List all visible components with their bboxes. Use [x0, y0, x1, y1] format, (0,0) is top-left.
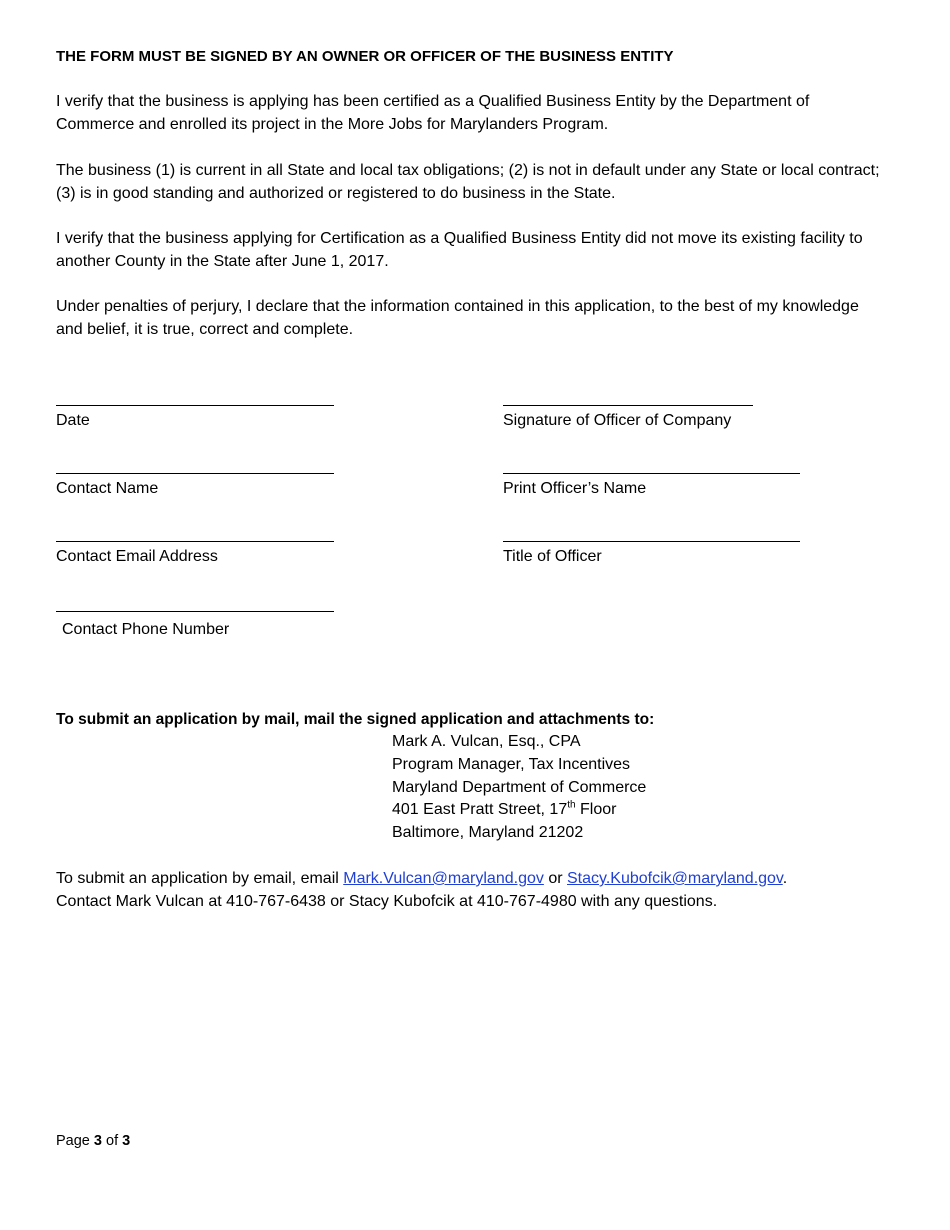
email-suffix: . — [782, 870, 788, 887]
mark-vulcan-email-link[interactable]: Mark.Vulcan@maryland.gov — [343, 870, 544, 887]
current-page: 3 — [93, 1133, 102, 1149]
officer-title-line[interactable] — [503, 541, 800, 542]
contact-name-label: Contact Name — [56, 480, 159, 497]
officer-title-label: Title of Officer — [503, 548, 602, 565]
email-middle: or — [543, 870, 567, 887]
mailing-address — [392, 731, 646, 845]
email-submit-line — [56, 867, 906, 890]
officer-signature-line[interactable] — [503, 405, 753, 406]
address-city: Baltimore, Maryland 21202 — [392, 824, 584, 842]
form-heading: THE FORM MUST BE SIGNED BY AN OWNER OR OFFICER OF THE BUSINESS ENTITY — [56, 48, 674, 65]
email-prefix: To submit an application by email, email — [56, 870, 344, 887]
page-word: Page — [56, 1133, 94, 1149]
print-officer-name-label: Print Officer’s Name — [503, 480, 647, 497]
address-title: Program Manager, Tax Incentives — [392, 755, 631, 773]
verification-paragraph-1: I verify that the business is applying has been certified as a Qualified Business Entity by the Department of Commerce and enrolled its project in the More Jobs for Marylanders Program. — [56, 93, 810, 133]
email-instructions — [56, 867, 906, 913]
date-signature-line[interactable] — [56, 405, 334, 406]
address-organization: Maryland Department of Commerce — [392, 778, 647, 796]
address-street-suffix: Floor — [575, 801, 617, 819]
address-street-ordinal: th — [567, 800, 576, 812]
address-street-prefix: 401 East Pratt Street, 17 — [392, 801, 568, 819]
address-name: Mark A. Vulcan, Esq., CPA — [392, 733, 581, 750]
total-pages: 3 — [122, 1133, 131, 1149]
contact-email-label: Contact Email Address — [56, 548, 218, 565]
address-street — [392, 799, 646, 822]
contact-name-signature-line[interactable] — [56, 473, 334, 474]
contact-phone-line: Contact Mark Vulcan at 410-767-6438 or Stacy Kubofcik at 410-767-4980 with any questions. — [56, 893, 718, 910]
contact-phone-signature-line[interactable] — [56, 611, 334, 612]
officer-signature-label: Signature of Officer of Company — [503, 412, 732, 429]
contact-phone-label: Contact Phone Number — [62, 621, 230, 638]
contact-email-signature-line[interactable] — [56, 541, 334, 542]
mail-instructions-heading: To submit an application by mail, mail the signed application and attachments to: — [56, 711, 655, 728]
verification-paragraph-3: I verify that the business applying for Certification as a Qualified Business Entity did not move its existing facility to another County in the State after June 1, 2017. — [56, 230, 863, 270]
stacy-kubofcik-email-link[interactable]: Stacy.Kubofcik@maryland.gov — [567, 870, 783, 887]
print-officer-name-line[interactable] — [503, 473, 800, 474]
perjury-declaration: Under penalties of perjury, I declare that the information contained in this application, to the best of my knowledge and belief, it is true, correct and complete. — [56, 298, 859, 338]
of-word: of — [101, 1133, 123, 1149]
verification-paragraph-2: The business (1) is current in all State and local tax obligations; (2) is not in default under any State or local contract; (3) is in good standing and authorized or registered to do business in the State. — [56, 162, 880, 202]
date-label: Date — [56, 412, 90, 429]
page-number — [56, 1131, 130, 1151]
